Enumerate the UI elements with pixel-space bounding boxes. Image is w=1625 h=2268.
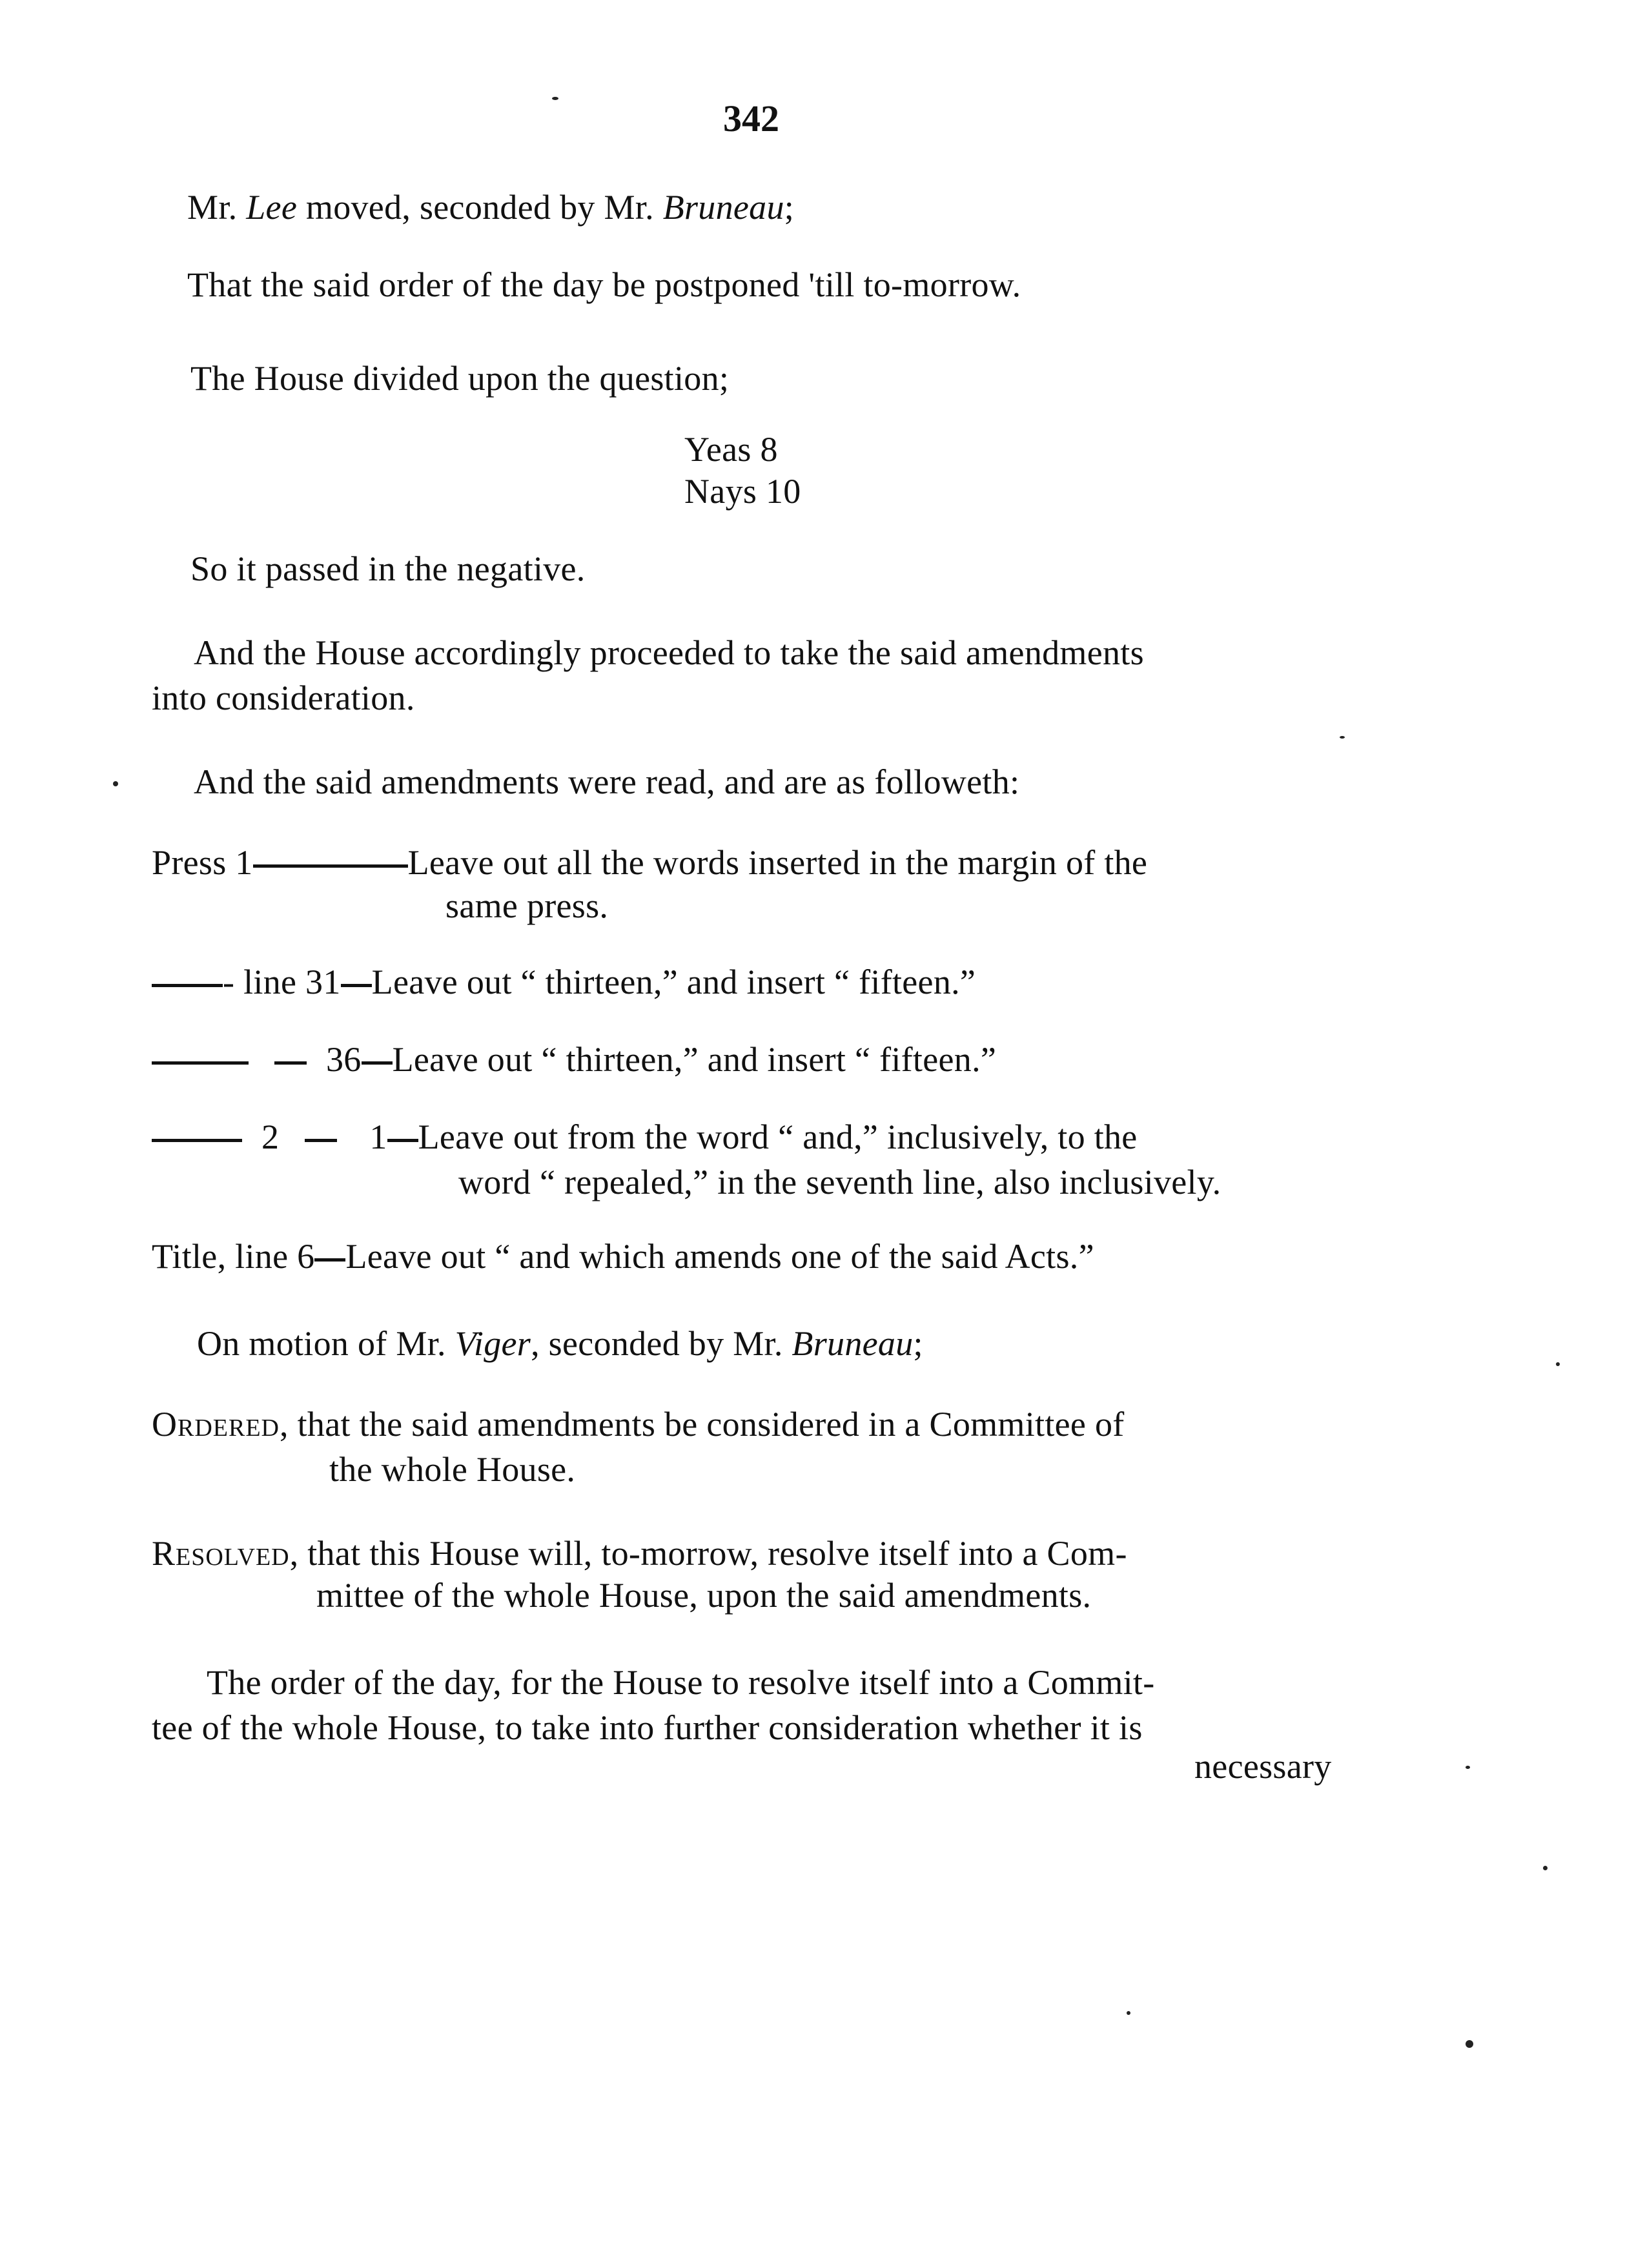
division-line: The House divided upon the question; — [190, 359, 730, 398]
dash-rule — [341, 984, 372, 987]
amendment-press-2: 2 1 Leave out from the word “ and,” inclusively, to the — [152, 1117, 1138, 1157]
dash-rule — [253, 864, 408, 868]
scan-speck — [113, 781, 118, 786]
yeas-count: Yeas 8 — [684, 430, 778, 469]
dash-rule — [362, 1061, 393, 1065]
ordered-line-1: Ordered, that the said amendments be considered in a Committee of — [152, 1405, 1125, 1444]
resolved-line-1: Resolved, that this House will, to-morrow, resolve itself into a Com- — [152, 1534, 1127, 1573]
amendments-read-line: And the said amendments were read, and are as followeth: — [194, 762, 1020, 801]
ordered-line-2: the whole House. — [329, 1450, 576, 1489]
scan-speck — [1340, 736, 1345, 739]
amendment-line-31: - line 31 Leave out “ thirteen,” and insert “ fifteen.” — [152, 962, 976, 1002]
postpone-line: That the said order of the day be postponed 'till to-morrow. — [187, 265, 1021, 304]
scan-speck — [1466, 2040, 1473, 2048]
proceeded-line-2: into consideration. — [152, 679, 415, 717]
dash-rule — [314, 1258, 345, 1262]
amendment-press-1-cont: same press. — [445, 886, 609, 925]
nays-count: Nays 10 — [684, 472, 801, 511]
scan-speck — [1466, 1766, 1470, 1769]
order-of-day-line-1: The order of the day, for the House to resolve itself into a Commit- — [207, 1663, 1155, 1702]
dash-rule — [387, 1139, 418, 1142]
order-of-day-line-2: tee of the whole House, to take into further consideration whether it is — [152, 1708, 1143, 1747]
scan-speck — [552, 97, 558, 100]
resolved-line-2: mittee of the whole House, upon the said amendments. — [316, 1576, 1092, 1615]
amendment-title: Title, line 6 Leave out “ and which amends one of the said Acts.” — [152, 1237, 1094, 1276]
dash-rule — [274, 1061, 307, 1065]
amendment-press-1: Press 1 Leave out all the words inserted in the margin of the — [152, 843, 1148, 882]
catchword: necessary — [1194, 1747, 1332, 1786]
motion-line-viger: On motion of Mr. Viger, seconded by Mr. Bruneau; — [197, 1324, 923, 1363]
negative-line: So it passed in the negative. — [190, 549, 586, 588]
scan-speck — [1127, 2011, 1130, 2015]
dash-rule — [152, 984, 223, 987]
page-number: 342 — [723, 97, 779, 139]
dash-rule — [152, 1139, 242, 1142]
amendment-press-2-cont: word “ repealed,” in the seventh line, also inclusively. — [458, 1163, 1221, 1201]
amendment-line-36: 36 Leave out “ thirteen,” and insert “ fifteen.” — [152, 1039, 996, 1079]
motion-line-lee: Mr. Lee moved, seconded by Mr. Bruneau; — [187, 188, 795, 227]
proceeded-line-1: And the House accordingly proceeded to take the said amendments — [194, 633, 1144, 672]
dash-rule — [305, 1139, 337, 1142]
scan-speck — [1556, 1362, 1560, 1366]
scan-speck — [1543, 1866, 1548, 1870]
dash-rule — [152, 1061, 249, 1065]
